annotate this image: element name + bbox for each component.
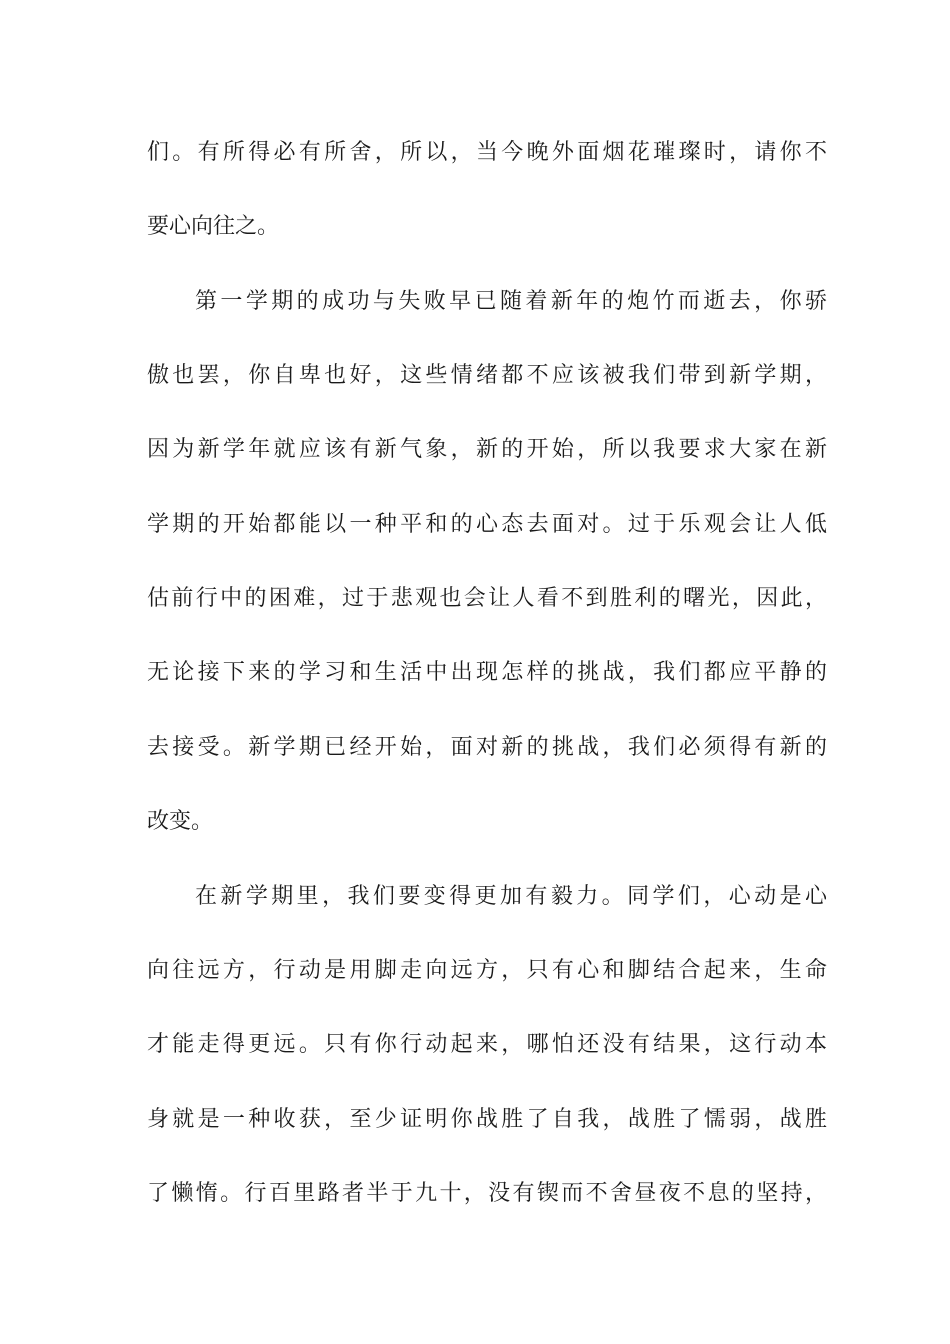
paragraph-first-line: 第一学期的成功与失败早已随着新年的炮竹而逝去，你骄 [195, 289, 827, 314]
text-line: 改变。 [147, 809, 214, 834]
text-line: 去接受。新学期已经开始，面对新的挑战，我们必须得有新的 [147, 735, 827, 760]
text-line: 才能走得更远。只有你行动起来，哪怕还没有结果，这行动本 [147, 1032, 827, 1057]
text-line: 估前行中的困难，过于悲观也会让人看不到胜利的曙光，因此， [147, 586, 827, 611]
text-line: 无论接下来的学习和生活中出现怎样的挑战，我们都应平静的 [147, 660, 827, 685]
text-line: 傲也罢，你自卑也好，这些情绪都不应该被我们带到新学期， [147, 363, 827, 388]
text-line: 要心向往之。 [147, 214, 280, 239]
text-line: 学期的开始都能以一种平和的心态去面对。过于乐观会让人低 [147, 512, 827, 537]
text-line: 了懒惰。行百里路者半于九十，没有锲而不舍昼夜不息的坚持， [147, 1181, 827, 1206]
text-line: 向往远方，行动是用脚走向远方，只有心和脚结合起来，生命 [147, 958, 827, 983]
text-line: 们。有所得必有所舍，所以，当今晚外面烟花璀璨时，请你不 [147, 140, 827, 165]
text-line: 因为新学年就应该有新气象，新的开始，所以我要求大家在新 [147, 437, 827, 462]
paragraph-first-line: 在新学期里，我们要变得更加有毅力。同学们，心动是心 [195, 884, 827, 909]
text-line: 身就是一种收获，至少证明你战胜了自我，战胜了懦弱，战胜 [147, 1107, 827, 1132]
